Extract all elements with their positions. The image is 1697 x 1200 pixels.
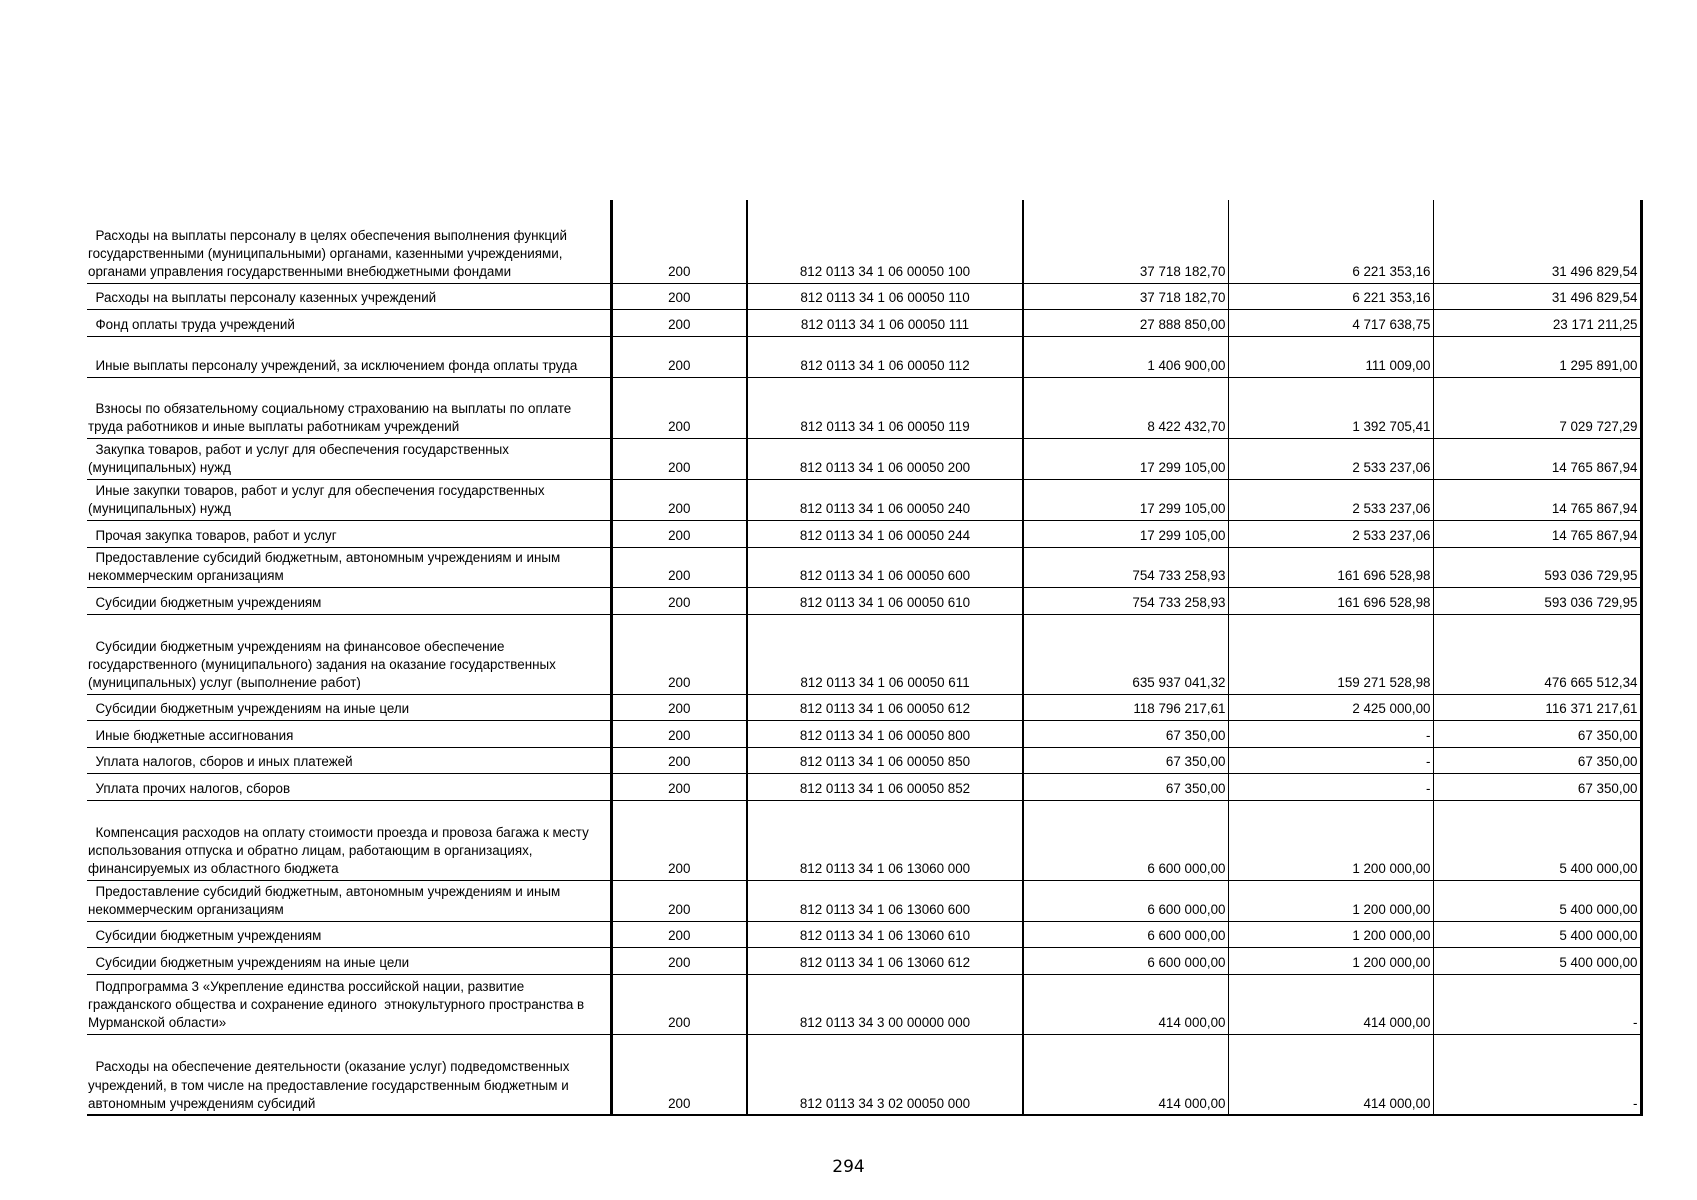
row-name: Расходы на обеспечение деятельности (оказание услуг) подведомственных учреждений, в том числе на предоставление государственным бюджетным и автономным учреждениям субсидий <box>87 1034 611 1115</box>
row-classifier: 812 0113 34 1 06 00050 612 <box>747 694 1023 720</box>
table-row <box>87 336 1641 377</box>
table-row <box>87 800 1641 880</box>
row-executed: - <box>1228 773 1433 800</box>
row-executed: 1 392 705,41 <box>1228 377 1433 438</box>
table-row <box>87 694 1641 720</box>
row-name: Уплата прочих налогов, сборов <box>87 773 611 800</box>
row-executed: 414 000,00 <box>1228 1034 1433 1115</box>
row-approved: 6 600 000,00 <box>1023 921 1228 947</box>
row-name: Уплата налогов, сборов и иных платежей <box>87 747 611 773</box>
table-row <box>87 200 1641 283</box>
row-executed: 2 425 000,00 <box>1228 694 1433 720</box>
row-classifier: 812 0113 34 1 06 00050 852 <box>747 773 1023 800</box>
row-code: 200 <box>611 880 747 921</box>
row-approved: 754 733 258,93 <box>1023 547 1228 587</box>
row-classifier: 812 0113 34 1 06 00050 119 <box>747 377 1023 438</box>
row-name: Субсидии бюджетным учреждениям <box>87 587 611 614</box>
row-executed: 2 533 237,06 <box>1228 479 1433 520</box>
row-code: 200 <box>611 921 747 947</box>
row-unexecuted: 116 371 217,61 <box>1433 694 1641 720</box>
row-name: Иные закупки товаров, работ и услуг для обеспечения государственных (муниципальных) нужд <box>87 479 611 520</box>
row-executed: - <box>1228 747 1433 773</box>
row-code: 200 <box>611 720 747 747</box>
row-unexecuted: 5 400 000,00 <box>1433 921 1641 947</box>
row-classifier: 812 0113 34 3 00 00000 000 <box>747 974 1023 1034</box>
row-approved: 37 718 182,70 <box>1023 200 1228 283</box>
row-unexecuted: 5 400 000,00 <box>1433 947 1641 974</box>
row-name: Подпрограмма 3 «Укрепление единства российской нации, развитие гражданского общества и сохранение единого этнокультурного пространства в Мурманской области» <box>87 974 611 1034</box>
row-code: 200 <box>611 479 747 520</box>
row-name: Фонд оплаты труда учреждений <box>87 309 611 336</box>
row-name: Взносы по обязательному социальному страхованию на выплаты по оплате труда работников и иные выплаты работникам учреждений <box>87 377 611 438</box>
row-executed: 161 696 528,98 <box>1228 547 1433 587</box>
row-approved: 6 600 000,00 <box>1023 800 1228 880</box>
table-row <box>87 309 1641 336</box>
row-name: Иные бюджетные ассигнования <box>87 720 611 747</box>
table-row <box>87 520 1641 547</box>
row-approved: 17 299 105,00 <box>1023 438 1228 479</box>
row-classifier: 812 0113 34 1 06 00050 110 <box>747 283 1023 309</box>
row-unexecuted: 1 295 891,00 <box>1433 336 1641 377</box>
row-name: Предоставление субсидий бюджетным, автономным учреждениям и иным некоммерческим организациям <box>87 880 611 921</box>
row-executed: 2 533 237,06 <box>1228 438 1433 479</box>
row-unexecuted: 67 350,00 <box>1433 773 1641 800</box>
row-executed: 1 200 000,00 <box>1228 947 1433 974</box>
table-row <box>87 587 1641 614</box>
row-unexecuted: 14 765 867,94 <box>1433 520 1641 547</box>
row-unexecuted: 31 496 829,54 <box>1433 200 1641 283</box>
row-classifier: 812 0113 34 1 06 00050 112 <box>747 336 1023 377</box>
row-classifier: 812 0113 34 1 06 00050 244 <box>747 520 1023 547</box>
row-unexecuted: 14 765 867,94 <box>1433 479 1641 520</box>
row-approved: 754 733 258,93 <box>1023 587 1228 614</box>
row-executed: 6 221 353,16 <box>1228 283 1433 309</box>
row-approved: 118 796 217,61 <box>1023 694 1228 720</box>
row-classifier: 812 0113 34 1 06 00050 800 <box>747 720 1023 747</box>
row-approved: 17 299 105,00 <box>1023 520 1228 547</box>
table-row <box>87 614 1641 694</box>
row-approved: 6 600 000,00 <box>1023 947 1228 974</box>
table-row <box>87 377 1641 438</box>
row-code: 200 <box>611 974 747 1034</box>
row-approved: 1 406 900,00 <box>1023 336 1228 377</box>
row-executed: 1 200 000,00 <box>1228 880 1433 921</box>
row-classifier: 812 0113 34 1 06 00050 850 <box>747 747 1023 773</box>
row-unexecuted: 5 400 000,00 <box>1433 800 1641 880</box>
table-row <box>87 479 1641 520</box>
row-executed: 111 009,00 <box>1228 336 1433 377</box>
row-classifier: 812 0113 34 1 06 00050 200 <box>747 438 1023 479</box>
row-name: Субсидии бюджетным учреждениям на иные цели <box>87 694 611 720</box>
row-classifier: 812 0113 34 1 06 00050 240 <box>747 479 1023 520</box>
row-classifier: 812 0113 34 1 06 13060 000 <box>747 800 1023 880</box>
row-code: 200 <box>611 547 747 587</box>
row-name: Компенсация расходов на оплату стоимости проезда и провоза багажа к месту использования отпуска и обратно лицам, работающим в организациях, финансируемых из областного бюджета <box>87 800 611 880</box>
table-row <box>87 547 1641 587</box>
row-executed: 6 221 353,16 <box>1228 200 1433 283</box>
row-classifier: 812 0113 34 1 06 00050 610 <box>747 587 1023 614</box>
row-approved: 635 937 041,32 <box>1023 614 1228 694</box>
row-name: Расходы на выплаты персоналу в целях обеспечения выполнения функций государственными (муниципальными) органами, казенными учреждениями, органами управления государственными внебюджетными фондами <box>87 200 611 283</box>
row-code: 200 <box>611 200 747 283</box>
row-name: Закупка товаров, работ и услуг для обеспечения государственных (муниципальных) нужд <box>87 438 611 479</box>
row-classifier: 812 0113 34 3 02 00050 000 <box>747 1034 1023 1115</box>
row-approved: 8 422 432,70 <box>1023 377 1228 438</box>
row-approved: 6 600 000,00 <box>1023 880 1228 921</box>
row-approved: 37 718 182,70 <box>1023 283 1228 309</box>
row-approved: 17 299 105,00 <box>1023 479 1228 520</box>
row-code: 200 <box>611 520 747 547</box>
row-code: 200 <box>611 309 747 336</box>
row-unexecuted: 7 029 727,29 <box>1433 377 1641 438</box>
row-executed: 4 717 638,75 <box>1228 309 1433 336</box>
row-code: 200 <box>611 747 747 773</box>
row-approved: 67 350,00 <box>1023 720 1228 747</box>
row-unexecuted: 67 350,00 <box>1433 720 1641 747</box>
row-code: 200 <box>611 377 747 438</box>
row-name: Прочая закупка товаров, работ и услуг <box>87 520 611 547</box>
row-unexecuted: 593 036 729,95 <box>1433 547 1641 587</box>
row-approved: 414 000,00 <box>1023 1034 1228 1115</box>
row-unexecuted: 476 665 512,34 <box>1433 614 1641 694</box>
table-row <box>87 773 1641 800</box>
row-classifier: 812 0113 34 1 06 00050 600 <box>747 547 1023 587</box>
row-executed: 414 000,00 <box>1228 974 1433 1034</box>
table-row <box>87 974 1641 1034</box>
row-classifier: 812 0113 34 1 06 13060 612 <box>747 947 1023 974</box>
row-name: Субсидии бюджетным учреждениям на финансовое обеспечение государственного (муниципального) задания на оказание государственных (муниципальных) услуг (выполнение работ) <box>87 614 611 694</box>
row-name: Предоставление субсидий бюджетным, автономным учреждениям и иным некоммерческим организациям <box>87 547 611 587</box>
table-row <box>87 880 1641 921</box>
row-code: 200 <box>611 694 747 720</box>
row-code: 200 <box>611 773 747 800</box>
table-row <box>87 438 1641 479</box>
row-classifier: 812 0113 34 1 06 13060 600 <box>747 880 1023 921</box>
row-executed: - <box>1228 720 1433 747</box>
row-code: 200 <box>611 587 747 614</box>
row-approved: 67 350,00 <box>1023 773 1228 800</box>
row-executed: 1 200 000,00 <box>1228 921 1433 947</box>
table-row <box>87 947 1641 974</box>
row-unexecuted: 5 400 000,00 <box>1433 880 1641 921</box>
table-row <box>87 283 1641 309</box>
row-code: 200 <box>611 1034 747 1115</box>
page-number: 294 <box>832 1157 865 1177</box>
row-classifier: 812 0113 34 1 06 00050 611 <box>747 614 1023 694</box>
row-code: 200 <box>611 336 747 377</box>
row-unexecuted: 23 171 211,25 <box>1433 309 1641 336</box>
row-unexecuted: 67 350,00 <box>1433 747 1641 773</box>
table-row <box>87 1034 1641 1115</box>
row-code: 200 <box>611 614 747 694</box>
row-unexecuted: 14 765 867,94 <box>1433 438 1641 479</box>
row-name: Субсидии бюджетным учреждениям <box>87 921 611 947</box>
row-code: 200 <box>611 438 747 479</box>
table-body <box>87 200 1641 1115</box>
row-executed: 2 533 237,06 <box>1228 520 1433 547</box>
table-row <box>87 720 1641 747</box>
row-unexecuted: - <box>1433 974 1641 1034</box>
row-name: Субсидии бюджетным учреждениям на иные цели <box>87 947 611 974</box>
row-code: 200 <box>611 800 747 880</box>
row-code: 200 <box>611 947 747 974</box>
row-unexecuted: - <box>1433 1034 1641 1115</box>
row-executed: 161 696 528,98 <box>1228 587 1433 614</box>
row-approved: 67 350,00 <box>1023 747 1228 773</box>
row-code: 200 <box>611 283 747 309</box>
row-executed: 159 271 528,98 <box>1228 614 1433 694</box>
row-classifier: 812 0113 34 1 06 00050 111 <box>747 309 1023 336</box>
row-unexecuted: 31 496 829,54 <box>1433 283 1641 309</box>
row-approved: 414 000,00 <box>1023 974 1228 1034</box>
row-classifier: 812 0113 34 1 06 13060 610 <box>747 921 1023 947</box>
budget-execution-table <box>87 200 1643 1116</box>
row-classifier: 812 0113 34 1 06 00050 100 <box>747 200 1023 283</box>
table-row <box>87 747 1641 773</box>
row-executed: 1 200 000,00 <box>1228 800 1433 880</box>
row-approved: 27 888 850,00 <box>1023 309 1228 336</box>
row-name: Расходы на выплаты персоналу казенных учреждений <box>87 283 611 309</box>
row-unexecuted: 593 036 729,95 <box>1433 587 1641 614</box>
table-row <box>87 921 1641 947</box>
row-name: Иные выплаты персоналу учреждений, за исключением фонда оплаты труда <box>87 336 611 377</box>
